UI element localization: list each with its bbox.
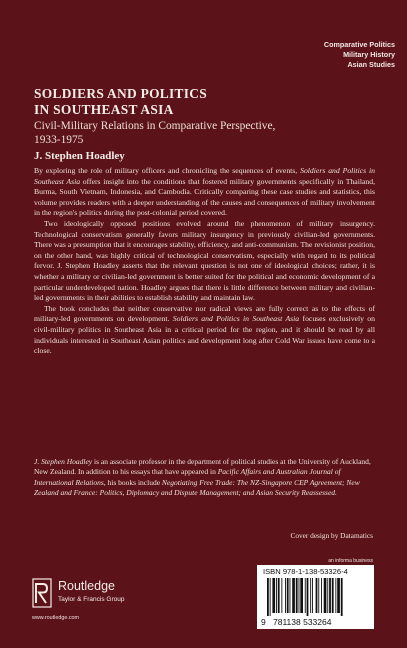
barcode-number: 781138 533264 — [273, 617, 332, 627]
subject-item: Asian Studies — [347, 60, 395, 69]
journal-titles: Pacific Affairs and Australian Journal of International Relations — [34, 467, 341, 487]
subject-categories — [324, 40, 395, 70]
book-description — [34, 166, 375, 357]
cover-design-credit: Cover design by Datamatics — [290, 531, 373, 540]
book-titles: Negotiating Free Trade: The NZ-Singapore CEP Agreement; New Zealand and France: Politics, Diplomacy and Dispute Management; and Asian Security Reassessed. — [34, 477, 360, 498]
book-subtitle — [34, 119, 364, 147]
barcode-icon — [263, 578, 368, 616]
text-run: , his books include — [103, 477, 162, 487]
subtitle-line: Civil-Military Relations in Comparative Perspective, — [34, 120, 276, 132]
subtitle-line: 1933-1975 — [34, 134, 84, 146]
author-name: J. Stephen Hoadley — [34, 150, 125, 162]
text-run: The book concludes that neither conservative nor radical views are fully correct as to the effects of military-led governments on development. — [34, 303, 375, 324]
title-line: IN SOUTHEAST ASIA — [34, 102, 174, 117]
isbn-text: ISBN 978-1-138-53326-4 — [263, 567, 348, 576]
isbn-barcode — [257, 565, 374, 629]
description-paragraph — [34, 304, 375, 357]
bio-author-name: J. Stephen Hoadley — [34, 457, 93, 466]
title-line: SOLDIERS AND POLITICS — [34, 86, 207, 101]
publisher-group: Taylor & Francis Group — [58, 596, 125, 603]
description-paragraph — [34, 166, 375, 219]
barcode-lead-digit: 9 — [261, 617, 266, 627]
subject-item: Military History — [343, 50, 395, 59]
publisher-website: www.routledge.com — [32, 615, 80, 621]
book-title — [34, 86, 334, 118]
text-run: offers insight into the conditions that fostered military governments specifically in Thailand, Burma, South Vietnam, Indonesia, and Cambodia. Critically comparing these case studies and statistics, this volume provides readers with a deeper understanding of the causes and consequences of military involvement in the region's politics during the post-colonial period covered. — [34, 176, 375, 218]
book-title-italic: Soldiers and Politics in Southeast Asia — [172, 314, 300, 324]
author-bio — [34, 457, 375, 499]
routledge-logo-icon — [32, 578, 52, 608]
book-title-italic: Soldiers and Politics in Southeast Asia — [34, 166, 375, 186]
subject-item: Comparative Politics — [323, 40, 395, 49]
description-paragraph: Two ideologically opposed positions evolved around the phenomenon of military insurgency. Technological conservatism generally favors military insurgency in previously civilian-led governments. There was a presumption that it encourages stability, efficiency, and anti-communism. The revisionist position, on the other hand, was highly critical of technological conservatism, especially with regard to its political fervor. J. Stephen Hoadley asserts that the relevant question is not one of ideological choices; rather, it is whether a military or civilian-led government is better suited for the political and economic development of a particular underdeveloped nation. Hoadley argues that there is little difference between military and civilian-led governments in their abilities to establish stability and maintain law. — [34, 218, 375, 303]
publisher-block — [32, 578, 152, 621]
informa-label: an informa business — [328, 558, 373, 564]
publisher-name: Routledge — [58, 579, 115, 593]
barcode-digits — [261, 617, 371, 627]
text-run: focuses exclusively on civil-military politics in Southeast Asia in a critical period for the region, and it should be read by all individuals interested in Southeast Asian politics and development long after Cold War issues have come to a close. — [34, 314, 375, 356]
text-run: is an associate professor in the department of political studies at the University of Auckland, New Zealand. In addition to his essays that have appeared in — [34, 457, 371, 477]
text-run: By exploring the role of military officers and chronicling the sequences of events, — [34, 166, 301, 175]
